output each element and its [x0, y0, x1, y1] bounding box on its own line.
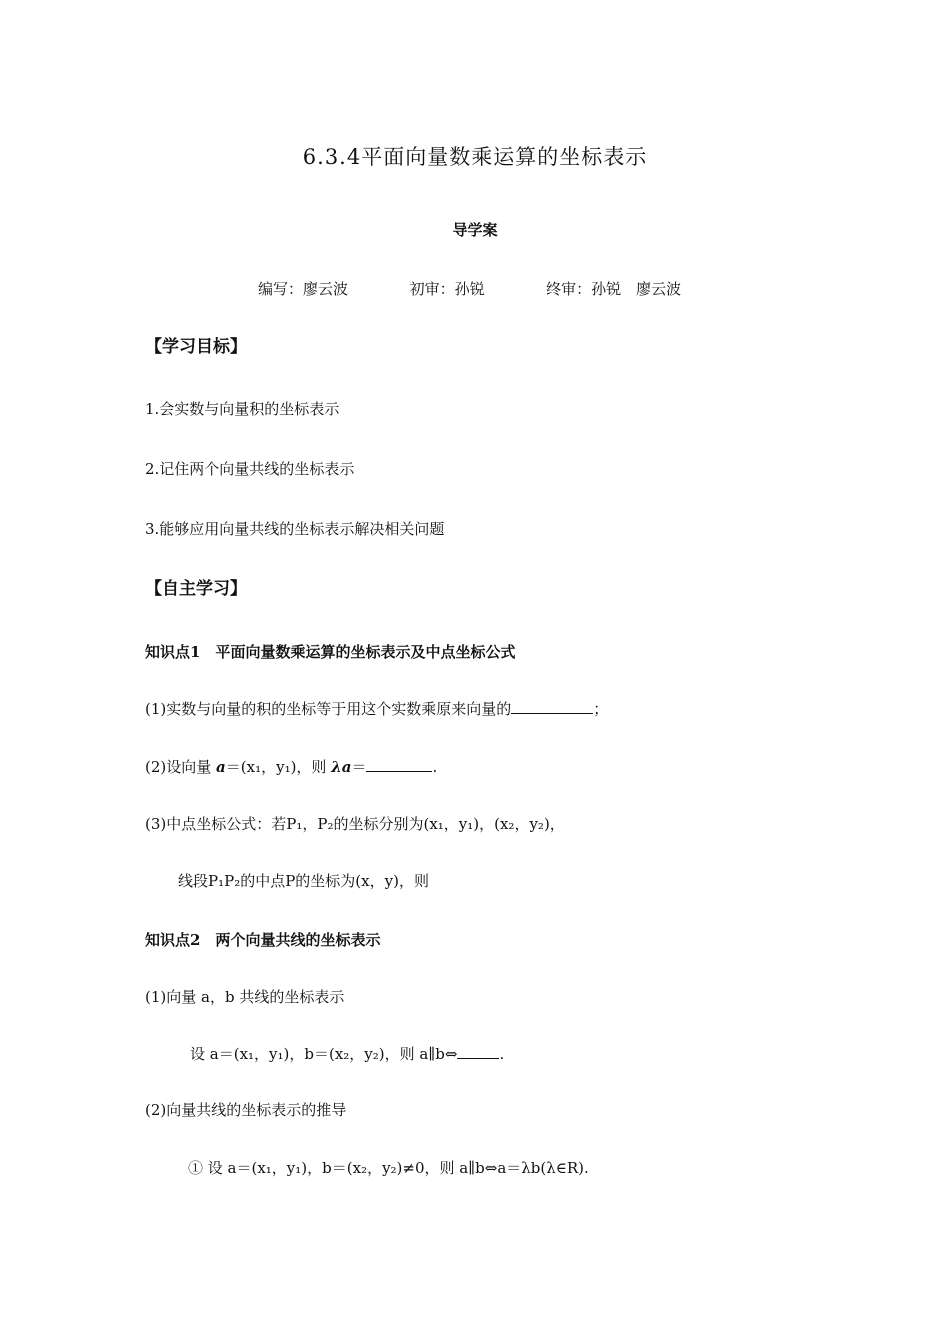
kp1-line-1-end: ； — [593, 700, 609, 718]
kp2-line-2-end: . — [499, 1045, 505, 1063]
kp1-line-2-mid: ＝(x₁，y₁)，则 — [225, 758, 327, 776]
kp1-line-2-eq: ＝ — [351, 758, 367, 776]
answer-blank-1[interactable] — [511, 699, 593, 714]
lambda-a: λa — [331, 758, 352, 776]
goal-item-2: 2.记住两个向量共线的坐标表示 — [145, 460, 355, 478]
answer-blank-3[interactable] — [457, 1044, 499, 1059]
knowledge-point-2-heading: 知识点2 两个向量共线的坐标表示 — [145, 931, 381, 949]
kp2-line-3: (2)向量共线的坐标表示的推导 — [145, 1101, 347, 1119]
goal-item-1: 1.会实数与向量积的坐标表示 — [145, 400, 340, 418]
self-study-heading: 【自主学习】 — [145, 579, 247, 599]
kp2-line-2-text: 设 a＝(x₁，y₁)，b＝(x₂，y₂)，则 a∥b⇔ — [190, 1045, 458, 1063]
kp1-line-3: (3)中点坐标公式：若P₁，P₂的坐标分别为(x₁，y₁)，(x₂，y₂)， — [145, 815, 565, 833]
kp1-line-2-end: . — [432, 758, 438, 776]
answer-blank-2[interactable] — [366, 757, 432, 772]
kp1-line-4: 线段P₁P₂的中点P的坐标为(x，y)，则 — [178, 872, 429, 890]
kp1-line-2-prefix: (2)设向量 — [145, 758, 212, 776]
credits-line — [258, 278, 681, 299]
kp2-line-1: (1)向量 a，b 共线的坐标表示 — [145, 988, 345, 1006]
kp2-line-2 — [190, 1044, 504, 1064]
credit-final-review: 终审：孙锐 廖云波 — [546, 280, 682, 298]
goals-heading: 【学习目标】 — [145, 337, 247, 357]
kp1-line-1-text: (1)实数与向量的积的坐标等于用这个实数乘原来向量的 — [145, 700, 512, 718]
goal-item-3: 3.能够应用向量共线的坐标表示解决相关问题 — [145, 520, 445, 538]
document-title: 6.3.4平面向量数乘运算的坐标表示 — [302, 145, 648, 169]
credit-author: 编写：廖云波 — [258, 280, 349, 298]
knowledge-point-1-heading: 知识点1 平面向量数乘运算的坐标表示及中点坐标公式 — [145, 643, 516, 661]
kp1-line-1 — [145, 699, 608, 719]
credit-first-review: 初审：孙锐 — [409, 280, 485, 298]
kp2-line-4: ① 设 a＝(x₁，y₁)，b＝(x₂，y₂)≠0，则 a∥b⇔a＝λb(λ∈R). — [188, 1159, 589, 1177]
document-subtitle: 导学案 — [452, 221, 498, 239]
kp1-line-2 — [145, 757, 437, 777]
vector-a: a — [216, 758, 226, 776]
